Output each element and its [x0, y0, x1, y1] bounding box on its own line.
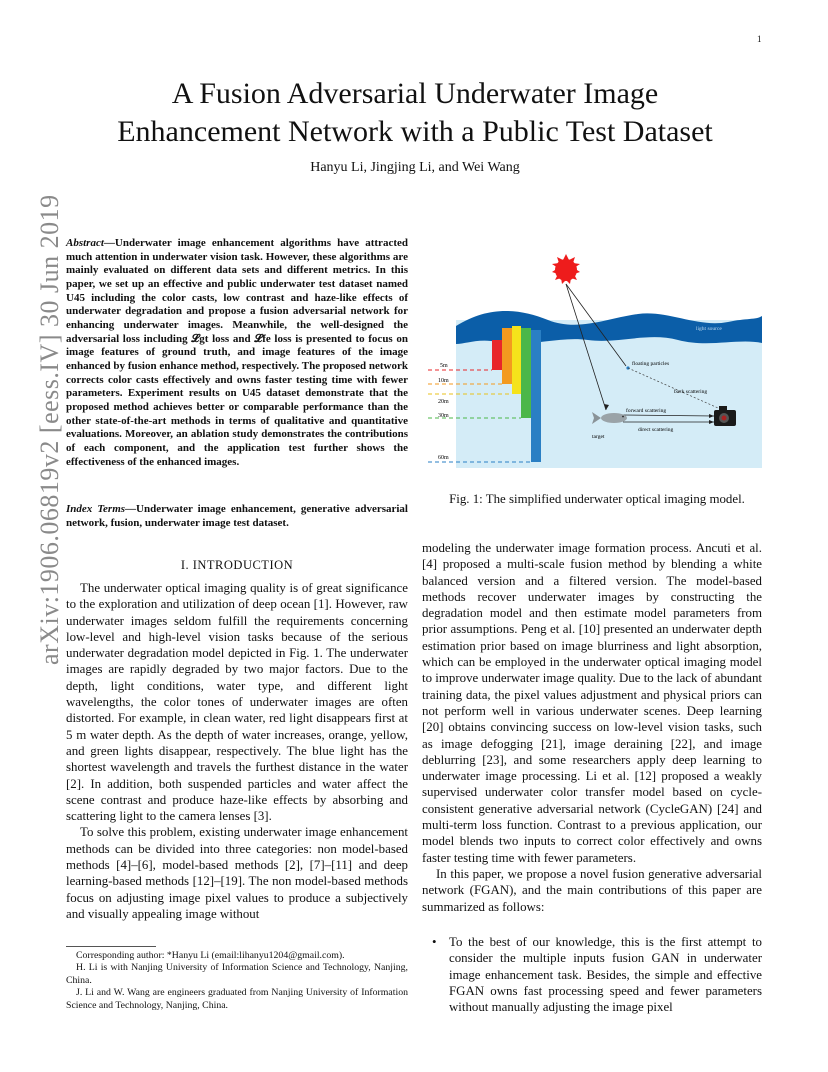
- abstract-label: Abstract: [66, 237, 104, 249]
- direct-scattering-label: direct scattering: [638, 427, 674, 433]
- authors: Hanyu Li, Jingjing Li, and Wei Wang: [310, 160, 520, 175]
- forward-scattering-label: forward scattering: [626, 408, 667, 414]
- depth-label: 60m: [438, 455, 449, 461]
- footnote: Corresponding author: *Hanyu Li (email:lihanyu1204@gmail.com).: [76, 950, 345, 961]
- title-line-1: A Fusion Adversarial Underwater Image: [171, 77, 659, 110]
- index-terms: [66, 503, 408, 530]
- footnote: J. Li and W. Wang are engineers graduated from Nanjing University of Information Science and Technology, Nanjing, China.: [66, 987, 408, 1011]
- paragraph: In this paper, we propose a novel fusion generative adversarial network (FGAN), and the main contributions of this paper are summarized as follows:: [422, 866, 762, 914]
- footnote: H. Li is with Nanjing University of Information Science and Technology, Nanjing, China.: [66, 962, 408, 986]
- title-line-2: Enhancement Network with a Public Test Dataset: [117, 115, 713, 148]
- bullet-text: To the best of our knowledge, this is the first attempt to consider the multiple inputs fusion GAN in underwater image enhancement task. Besides, the simple and effective FGAN owns fast processing speed and fewer parameters without manually adjusting the image pixel: [449, 935, 762, 1015]
- page-number: 1: [757, 34, 762, 44]
- bullet-icon: •: [432, 935, 437, 949]
- back-scattering-label: back scattering: [674, 389, 708, 395]
- right-column-body: [422, 540, 762, 915]
- paragraph: To solve this problem, existing underwater image enhancement methods can be divided into three categories: non model-based methods [4]–[6], model-based methods [2], [7]–[11] and deep learning-based methods [12]–[19]. The non model-based methods focus on adjusting image pixel values to produce a subjectively and visually appealing image without: [66, 825, 408, 921]
- depth-label: 10m: [438, 378, 449, 384]
- section-heading: I. INTRODUCTION: [180, 558, 294, 572]
- index-terms-label: Index Terms: [66, 503, 126, 515]
- arxiv-stamp-text: arXiv:1906.06819v2 [eess.IV] 30 Jun 2019: [35, 194, 64, 665]
- paragraph: The underwater optical imaging quality is of great significance to the exploration and utilization of deep ocean [1]. However, raw underwater images seldom fulfill the requirements concerning low-level and high-level vision tasks because of the serious underwater degradation model depicted in Fig. 1. The underwater images are rapidly degraded by two major factors. Due to the depth, light conditions, water type, and different light wavelengths, the color tones of underwater images are often distorted. For example, in clean water, red light disappears first at 5 m water depth. As the depth of water increases, orange, yellow, and green lights disappear, respectively. The blue light has the shortest wavelength and travels the furthest distance in the water [2]. In addition, both suspended particles and water affect the scene contrast and produce haze-like effects by absorbing and scattering light to the camera lenses [3].: [66, 581, 408, 824]
- underwater-imaging-figure: [428, 248, 768, 473]
- surface-label: light source: [696, 326, 722, 332]
- depth-label: 30m: [438, 413, 449, 419]
- depth-label: 20m: [438, 399, 449, 405]
- contribution-bullet: [422, 934, 762, 1015]
- paper-title: [60, 75, 770, 151]
- green-light-bar: [521, 328, 531, 418]
- yellow-light-bar: [512, 326, 521, 394]
- sun-icon: [552, 254, 580, 284]
- particles-label: floating particles: [632, 361, 670, 367]
- index-terms-text: —Underwater image enhancement, generative adversarial network, fusion, underwater image test dataset.: [66, 503, 408, 529]
- footnote-rule: [66, 946, 156, 947]
- orange-light-bar: [502, 328, 512, 384]
- abstract-text: —Underwater image enhancement algorithms have attracted much attention in underwater vision task. However, these algorithms are mainly evaluated on different data sets and different metrics. In this paper, we set up an effective and public underwater test dataset named U45 including the color casts, low contrast and haze-like effects of underwater degradation and propose a fusion adversarial network for enhancing underwater images. Meanwhile, the well-designed the adversarial loss including 𝓛gt loss and 𝓛fe loss is presented to focus on image features of ground truth, and image features of the image enhanced by fusion enhance method, respectively. The proposed network corrects color casts effectively and owns faster testing time with fewer parameters. Experiment results on U45 dataset demonstrate that the proposed method achieves better or comparable performance than the other state-of-the-art methods in terms of qualitative and quantitative evaluations. Moreover, an ablation study demonstrates the contributions of each component, and the application test further shows the effectiveness of the enhanced images.: [66, 237, 408, 468]
- left-column-body: [66, 580, 408, 922]
- depth-label: 5m: [440, 363, 448, 369]
- abstract: [66, 237, 408, 469]
- footnotes: [66, 950, 408, 1012]
- target-label: target: [592, 434, 605, 440]
- figure-caption: Fig. 1: The simplified underwater optical imaging model.: [449, 492, 745, 506]
- paragraph: modeling the underwater image formation process. Ancuti et al. [4] proposed a multi-scale fusion method by blending a white balanced version and a filtered version. The model-based methods recover underwater images by constructing the degradation model and then estimate model parameters from prior assumptions. Peng et al. [10] presented an underwater depth estimation prior based on image blurriness and light absorption, which can be employed in the underwater optical imaging model to improve underwater image quality. Due to the lack of abundant training data, the pixel values adjustment and physical priors can not perform well in various underwater scenes. Deep learning [20] obtains convincing success on low-level vision tasks, such as image defogging [21], image deraining [22], and image deblurring [23], and some researchers apply deep learning to underwater image processing. Li et al. [12] proposed a weakly supervised underwater color transfer model based on cycle-consistent generative adversarial network (CycleGAN) [24] and multi-term loss function. Contrast to a previous application, our model blends two inputs to correct color effectively and owns faster testing time with fewer parameters.: [422, 541, 762, 865]
- blue-light-bar: [531, 330, 541, 462]
- red-light-bar: [492, 340, 502, 370]
